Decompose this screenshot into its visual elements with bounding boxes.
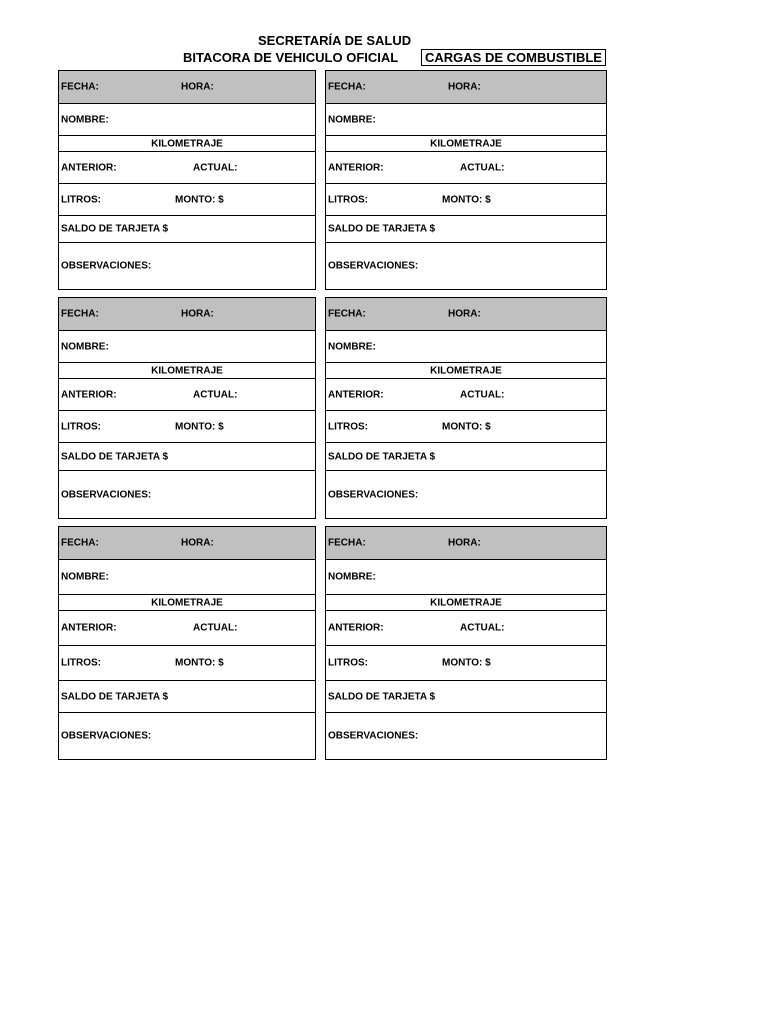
litros-label: LITROS: xyxy=(328,657,368,669)
kilometraje-row xyxy=(326,136,606,152)
observaciones-label: OBSERVACIONES: xyxy=(328,730,419,742)
nombre-label: NOMBRE: xyxy=(61,571,109,583)
monto-label: MONTO: $ xyxy=(442,194,491,205)
observaciones-row xyxy=(59,243,315,289)
nombre-row xyxy=(326,331,606,363)
kilometraje-row xyxy=(59,595,315,611)
fuel-load-card-3 xyxy=(58,297,316,519)
observaciones-label: OBSERVACIONES: xyxy=(328,260,419,272)
fecha-hora-row xyxy=(326,527,606,560)
saldo-label: SALDO DE TARJETA $ xyxy=(61,691,169,702)
fuel-load-card-4 xyxy=(325,297,607,519)
kilometraje-label: KILOMETRAJE xyxy=(430,365,502,376)
hora-label: HORA: xyxy=(448,81,481,93)
km-row xyxy=(326,611,606,646)
saldo-label: SALDO DE TARJETA $ xyxy=(328,223,436,235)
fuel-load-card-2 xyxy=(325,70,607,290)
actual-label: ACTUAL: xyxy=(193,389,238,400)
nombre-row xyxy=(59,560,315,595)
fecha-hora-row xyxy=(326,71,606,104)
litros-row xyxy=(59,646,315,681)
saldo-row xyxy=(59,443,315,471)
observaciones-label: OBSERVACIONES: xyxy=(61,489,152,500)
nombre-label: NOMBRE: xyxy=(328,341,376,352)
km-row xyxy=(59,152,315,184)
fecha-hora-row xyxy=(326,298,606,331)
kilometraje-label: KILOMETRAJE xyxy=(430,138,502,149)
anterior-label: ANTERIOR: xyxy=(328,389,384,400)
actual-label: ACTUAL: xyxy=(460,389,505,400)
kilometraje-row xyxy=(59,363,315,379)
saldo-label: SALDO DE TARJETA $ xyxy=(328,691,436,702)
kilometraje-row xyxy=(326,595,606,611)
observaciones-row xyxy=(326,713,606,759)
anterior-label: ANTERIOR: xyxy=(328,622,384,634)
saldo-row xyxy=(326,216,606,243)
litros-row xyxy=(326,646,606,681)
kilometraje-label: KILOMETRAJE xyxy=(151,138,223,149)
litros-row xyxy=(326,411,606,443)
kilometraje-label: KILOMETRAJE xyxy=(151,597,223,608)
actual-label: ACTUAL: xyxy=(460,622,505,634)
observaciones-label: OBSERVACIONES: xyxy=(61,730,152,742)
km-row xyxy=(59,379,315,411)
monto-label: MONTO: $ xyxy=(175,657,224,669)
kilometraje-label: KILOMETRAJE xyxy=(430,597,502,608)
nombre-label: NOMBRE: xyxy=(328,571,376,583)
litros-row xyxy=(326,184,606,216)
anterior-label: ANTERIOR: xyxy=(328,162,384,173)
nombre-row xyxy=(326,104,606,136)
saldo-row xyxy=(326,681,606,713)
litros-row xyxy=(59,411,315,443)
nombre-row xyxy=(326,560,606,595)
km-row xyxy=(326,379,606,411)
monto-label: MONTO: $ xyxy=(442,657,491,669)
nombre-label: NOMBRE: xyxy=(61,341,109,352)
litros-row xyxy=(59,184,315,216)
hora-label: HORA: xyxy=(448,308,481,320)
saldo-label: SALDO DE TARJETA $ xyxy=(328,451,436,462)
fecha-label: FECHA: xyxy=(61,537,99,549)
actual-label: ACTUAL: xyxy=(193,622,238,634)
nombre-label: NOMBRE: xyxy=(61,114,109,125)
nombre-row xyxy=(59,104,315,136)
fuel-load-card-1 xyxy=(58,70,316,290)
anterior-label: ANTERIOR: xyxy=(61,389,117,400)
saldo-row xyxy=(59,681,315,713)
monto-label: MONTO: $ xyxy=(175,421,224,432)
nombre-row xyxy=(59,331,315,363)
litros-label: LITROS: xyxy=(328,194,368,205)
observaciones-row xyxy=(59,713,315,759)
km-row xyxy=(326,152,606,184)
litros-label: LITROS: xyxy=(328,421,368,432)
hora-label: HORA: xyxy=(181,308,214,320)
hora-label: HORA: xyxy=(181,81,214,93)
fecha-hora-row xyxy=(59,71,315,104)
saldo-label: SALDO DE TARJETA $ xyxy=(61,451,169,462)
litros-label: LITROS: xyxy=(61,657,101,669)
kilometraje-row xyxy=(59,136,315,152)
fecha-label: FECHA: xyxy=(328,308,366,320)
fecha-hora-row xyxy=(59,527,315,560)
monto-label: MONTO: $ xyxy=(175,194,224,205)
anterior-label: ANTERIOR: xyxy=(61,622,117,634)
observaciones-row xyxy=(326,471,606,518)
actual-label: ACTUAL: xyxy=(460,162,505,173)
km-row xyxy=(59,611,315,646)
saldo-label: SALDO DE TARJETA $ xyxy=(61,223,169,235)
fecha-hora-row xyxy=(59,298,315,331)
nombre-label: NOMBRE: xyxy=(328,114,376,125)
fecha-label: FECHA: xyxy=(328,81,366,93)
form-subtitle-box: CARGAS DE COMBUSTIBLE xyxy=(421,49,606,66)
fuel-load-card-5 xyxy=(58,526,316,760)
kilometraje-row xyxy=(326,363,606,379)
fecha-label: FECHA: xyxy=(328,537,366,549)
monto-label: MONTO: $ xyxy=(442,421,491,432)
form-title: BITACORA DE VEHICULO OFICIAL xyxy=(183,50,399,65)
fuel-load-card-6 xyxy=(325,526,607,760)
litros-label: LITROS: xyxy=(61,194,101,205)
observaciones-label: OBSERVACIONES: xyxy=(328,489,419,500)
kilometraje-label: KILOMETRAJE xyxy=(151,365,223,376)
hora-label: HORA: xyxy=(181,537,214,549)
hora-label: HORA: xyxy=(448,537,481,549)
observaciones-row xyxy=(326,243,606,289)
actual-label: ACTUAL: xyxy=(193,162,238,173)
observaciones-row xyxy=(59,471,315,518)
saldo-row xyxy=(326,443,606,471)
observaciones-label: OBSERVACIONES: xyxy=(61,260,152,272)
fecha-label: FECHA: xyxy=(61,81,99,93)
form-agency-title: SECRETARÍA DE SALUD xyxy=(258,33,412,48)
litros-label: LITROS: xyxy=(61,421,101,432)
anterior-label: ANTERIOR: xyxy=(61,162,117,173)
saldo-row xyxy=(59,216,315,243)
fecha-label: FECHA: xyxy=(61,308,99,320)
